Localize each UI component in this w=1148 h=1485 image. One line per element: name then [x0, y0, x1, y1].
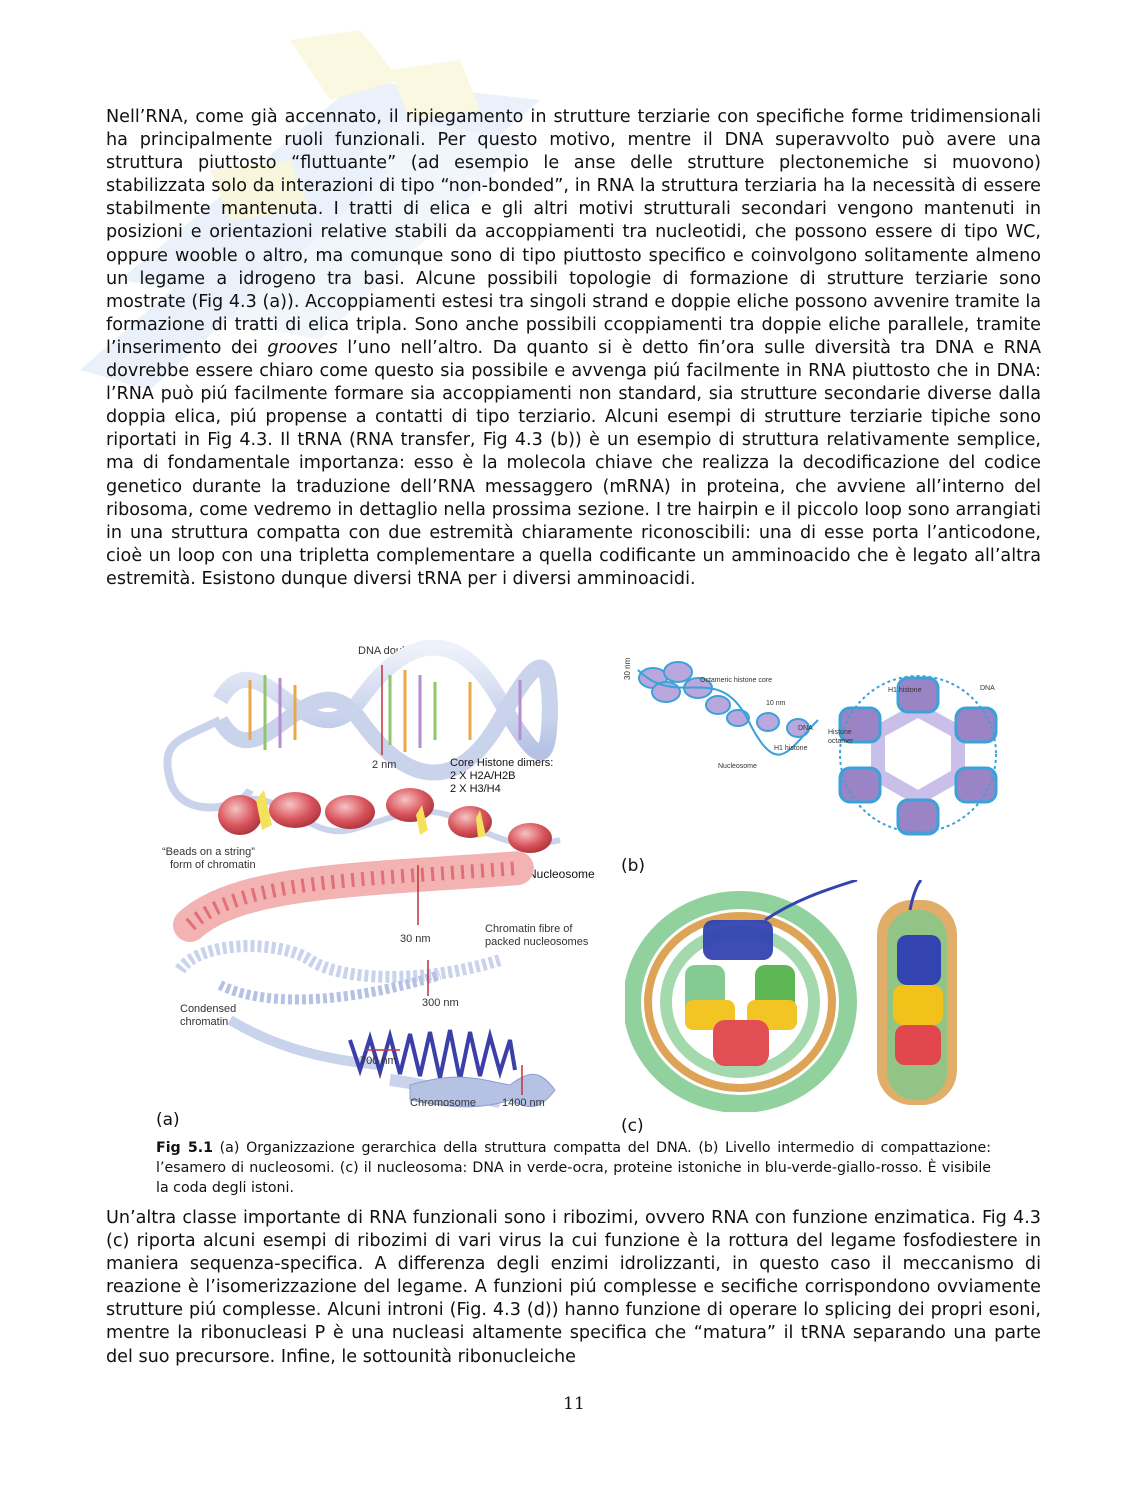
figure-caption — [156, 1138, 991, 1198]
condensed-chromatin — [180, 946, 500, 999]
label-core-histone-1: 2 X H2A/H2B — [450, 770, 516, 782]
figure-a-label: (a) — [156, 1110, 180, 1130]
label-b-h1: H1 histone — [774, 745, 808, 752]
label-core-histone-title: Core Histone dimers: — [450, 757, 554, 769]
solenoid-fibre — [638, 662, 818, 755]
label-b-10nm: 10 nm — [766, 700, 786, 707]
italic-term: grooves — [267, 337, 338, 358]
label-2nm: 2 nm — [372, 759, 397, 771]
caption-bold: Fig 5.1 — [156, 1140, 213, 1156]
body-paragraph-1: Nell’RNA, come già accennato, il ripiegamento in strutture terziarie con specifiche forme tridimensionali ha principalmente ruoli funzionali. Per questo motivo, mentre il DNA superavvolto può avere una struttura piuttosto “fluttuante” (ad esempio le anse delle strutture plectonemiche si muovono) stabilizzata solo da interazioni di tipo “non-bonded”, in RNA la struttura terziaria ha la necessità di essere stabilmente mantenuta. I tratti di elica e gli altri motivi strutturali secondari vengono mantenuti in posizioni e orientazioni relative stabili da accoppiamenti tra nucleotidi, che possono essere di tipo WC, oppure wooble o altro, ma comunque sono di tipo piuttosto specifico e coinvolgono solitamente almeno un legame a idrogeno tra basi. Alcune possibili topologie di formazione di strutture terziarie sono mostrate (Fig 4.3 (a)). Accoppiamenti estesi tra singoli strand e doppie eliche possono avvenire tramite la formazione di tratti di elica tripla. Sono anche possibili ccoppiamenti tra doppie eliche parallele, tramite l’inserimento dei grooves l’uno nell’altro. Da quanto si è detto fin’ora sulle diversità tra DNA e RNA dovrebbe essere chiaro come questo sia possibile e avvenga piú facilmente in RNA piuttosto che in DNA: l’RNA può piú facilmente formare sia accoppiamenti non standard, sia strutture secondarie diverse dalla doppia elica, piú propense a contatti di tipo terziario. Alcuni esempi di strutture terziarie tipiche sono riportati in Fig 4.3. Il tRNA (RNA transfer, Fig 4.3 (b)) è un esempio di struttura relativamente semplice, ma di fondamentale importanza: esso è la molecola chiave che realizza la decodificazione del codice genetico durante la traduzione dell’RNA messaggero (mRNA) in proteina, che avviene all’interno del ribosoma, come vedremo in dettaglio nella prossima sezione. I tre hairpin e il piccolo loop sono arrangiati in una struttura compatta con due estremità chiaramente riconoscibili: una di esse porta l’anticodone, cioè un loop con una tripletta complementare a quella codificante un amminoacido che è legato all’altra estremità. Esistono dunque diversi tRNA per i diversi amminoacidi. — [106, 107, 1041, 589]
label-histone-1: Histone — [828, 729, 852, 736]
label-1400nm: 1400 nm — [502, 1097, 545, 1109]
body-paragraph-2: Un’altra classe importante di RNA funzionali sono i ribozimi, ovvero RNA con funzione enzimatica. Fig 4.3 (c) riporta alcuni esempi di ribozimi di vari virus la cui funzione è la rottura del legame fosfodiestere in maniera sequenza-specifica. A differenza degli enzimi idrolizzanti, in questo caso il meccanismo di reazione è l’isomerizzazione del legame. A funzioni piú complesse e secifiche corrispondono ovviamente strutture piú complesse. Alcuni introni (Fig. 4.3 (d)) hanno funzione di operare lo splicing dei propri esoni, mentre la ribonucleasi P è una nucleasi altamente specifica che “matura” il tRNA separando una parte del suo precursore. Infine, le sottounità ribonucleiche — [106, 1208, 1041, 1367]
figure-c-label: (c) — [621, 1116, 644, 1136]
label-b-30nm: 30 nm — [623, 657, 632, 680]
beads-on-string — [218, 788, 560, 853]
label-core-histone-2: 2 X H3/H4 — [450, 783, 501, 795]
label-fibre-1: Chromatin fibre of — [485, 923, 573, 935]
figure-c-nucleosome-structure — [625, 880, 1025, 1112]
label-700nm: 700 nm — [360, 1055, 397, 1067]
figure-a-chromatin — [160, 640, 615, 1112]
chromatin-fibre — [190, 868, 520, 925]
label-octameric: Octameric histone core — [700, 677, 772, 684]
label-b-h1-right: H1 histone — [888, 687, 922, 694]
caption-text: (a) Organizzazione gerarchica della struttura compatta del DNA. (b) Livello intermedio di compattazione: l’esamero di nucleosomi. (c) il nucleosoma: DNA in verde-ocra, proteine istoniche in blu-verde-giallo-rosso. È visibile la coda degli istoni. — [156, 1140, 991, 1196]
nucleosome-front-view — [632, 880, 857, 1104]
label-b-dna-right: DNA — [980, 685, 995, 692]
page-number: 11 — [563, 1394, 585, 1414]
figure-b-nucleosome-hexamer — [618, 650, 1030, 850]
label-fibre-2: packed nucleosomes — [485, 936, 589, 948]
figure-b-label: (b) — [621, 856, 646, 876]
label-histone-2: octamer — [828, 738, 854, 745]
label-condensed-1: Condensed — [180, 1003, 237, 1015]
label-chromosome: Chromosome — [410, 1097, 477, 1109]
hexamer-ring — [840, 676, 996, 834]
label-30nm: 30 nm — [400, 933, 431, 945]
label-beads-2: form of chromatin — [170, 859, 256, 871]
nucleosome-side-view — [877, 880, 957, 1105]
label-condensed-2: chromatin — [180, 1016, 229, 1028]
label-b-nucleosome: Nucleosome — [718, 763, 757, 770]
label-beads-1: “Beads on a string” — [162, 846, 255, 858]
label-dna-double-helix: DNA double helix — [358, 645, 443, 657]
label-300nm: 300 nm — [422, 997, 459, 1009]
label-nucleosome: Nucleosome — [528, 867, 595, 881]
label-b-dna: DNA — [798, 725, 813, 732]
